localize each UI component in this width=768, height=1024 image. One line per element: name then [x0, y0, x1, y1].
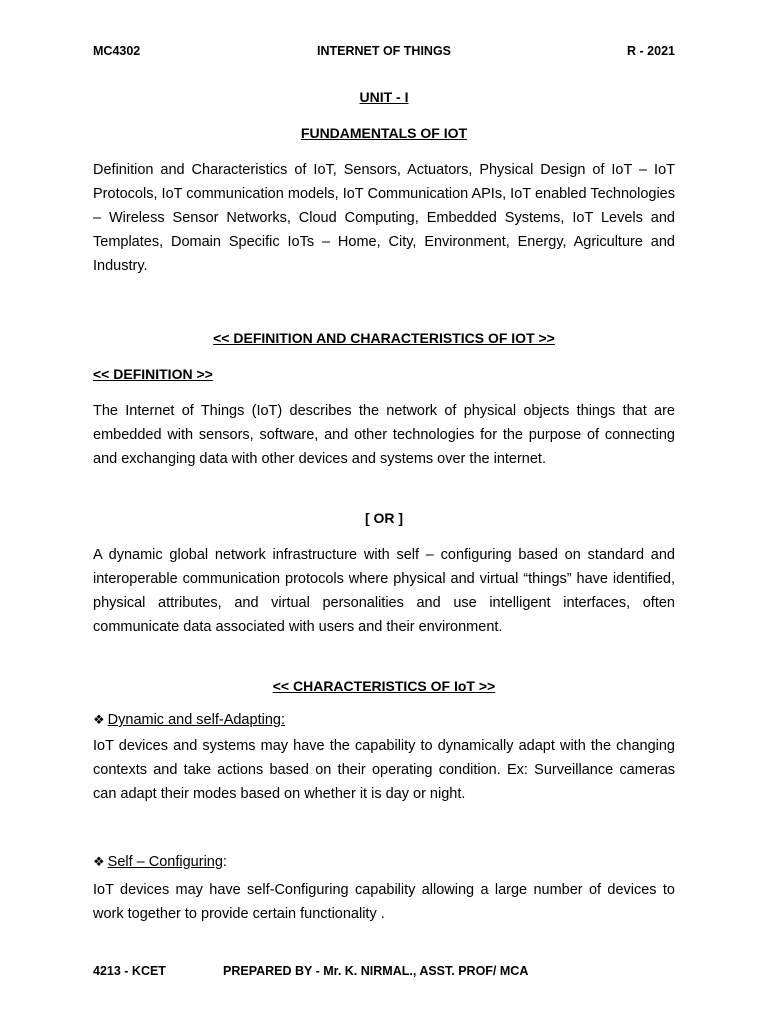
syllabus-paragraph: Definition and Characteristics of IoT, Sensors, Actuators, Physical Design of IoT – IoT Protocols, IoT communication models, IoT Communication APIs, IoT enabled Technologies – Wireless Sensor Networks, Cloud Computing, Embedded Systems, IoT Levels and Templates, Domain Specific IoTs – Home, City, Environment, Energy, Agriculture and Industry.: [93, 162, 675, 274]
unit-title: FUNDAMENTALS OF IOT: [300, 125, 468, 141]
characteristic-text-2: IoT devices may have self-Configuring capability allowing a large number of devices to work together to provide certain functionality .: [93, 882, 675, 922]
page-header: [93, 44, 675, 62]
or-separator: [ OR ]: [364, 510, 404, 526]
course-title: INTERNET OF THINGS: [316, 44, 452, 58]
definition-paragraph-1: The Internet of Things (IoT) describes the network of physical objects things that are embedded with sensors, software, and other technologies for the purpose of connecting and exchanging data with other devices and systems over the internet.: [93, 403, 675, 467]
course-code: MC4302: [93, 44, 141, 58]
unit-label: UNIT - I: [359, 89, 409, 105]
footer-prepared-by: PREPARED BY - Mr. K. NIRMAL., ASST. PROF/ MCA: [223, 964, 529, 978]
characteristic-text-1: IoT devices and systems may have the capability to dynamically adapt with the changing contexts and take actions based on their operating condition. Ex: Surveillance cameras can adapt their modes based on whether it is day or night.: [93, 738, 675, 802]
regulation: R - 2021: [627, 44, 675, 58]
definition-subheading: << DEFINITION >>: [93, 366, 213, 382]
page-footer: [93, 964, 675, 982]
diamond-bullet-icon: ❖: [93, 854, 105, 869]
footer-code: 4213 - KCET: [93, 964, 166, 978]
definition-section-heading: << DEFINITION AND CHARACTERISTICS OF IOT >>: [213, 330, 555, 346]
diamond-bullet-icon: ❖: [93, 712, 105, 727]
characteristic-title-2: ❖ Self – Configuring:: [93, 854, 227, 870]
definition-paragraph-2: A dynamic global network infrastructure with self – configuring based on standard and interoperable communication protocols where physical and virtual “things” have identified, physical attributes, and virtual personalities and use intelligent interfaces, often communicate data associated with users and their environment.: [93, 547, 675, 635]
characteristic-title-1: ❖ Dynamic and self-Adapting:: [93, 712, 285, 728]
characteristics-heading: << CHARACTERISTICS OF IoT >>: [272, 678, 496, 694]
